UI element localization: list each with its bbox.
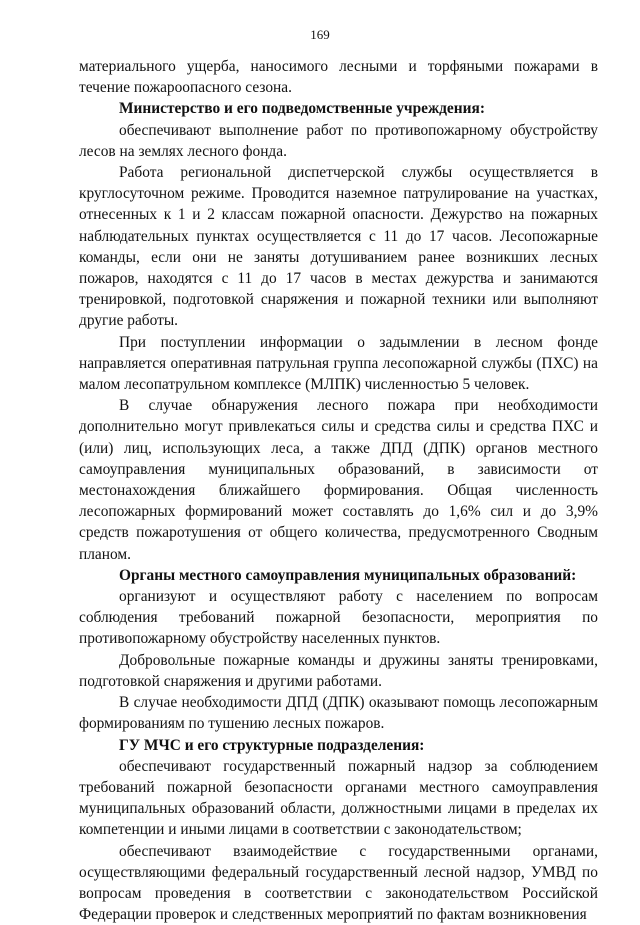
paragraph: Добровольные пожарные команды и дружины заняты тренировками, подготовкой снаряжения и другими работами. [79,651,598,690]
page-number: 169 [310,27,330,42]
paragraph: При поступлении информации о задымлении в лесном фонде направляется оперативная патрульная группа лесопожарной службы (ПХС) на малом лесопатрульном комплексе (МЛПК) численностью 5 человек. [79,333,598,394]
section-heading-local-government: Органы местного самоуправления муниципальных образований: [119,566,577,584]
section-heading-mchs: ГУ МЧС и его структурные подразделения: [119,736,425,754]
paragraph: В случае обнаружения лесного пожара при необходимости дополнительно могут привлекаться силы и средства силы и средства ПХС и (или) лиц, использующих леса, а также ДПД (ДПК) органов местного самоуправления муниципальных образований, в зависимости от местонахождения ближайшего формирования. Общая численность лесопожарных формирований может составлять до 1,6% сил и до 3,9% средств пожаротушения от общего количества, предусмотренного Сводным планом. [79,397,598,563]
paragraph: организуют и осуществляют работу с населением по вопросам соблюдения требований пожарной безопасности, мероприятия по противопожарному обустройству населенных пунктов. [79,588,598,648]
paragraph: обеспечивают государственный пожарный надзор за соблюдением требований пожарной безопасности органами местного самоуправления муниципальных образований области, должностными лицами в пределах их компетенции и иными лицами в соответствии с законодательством; [79,757,598,839]
paragraph: обеспечивают взаимодействие с государственными органами, осуществляющими федеральный государственный лесной надзор, УМВД по вопросам проведения в соответствии с законодательством Российской Федерации проверок и следственных мероприятий по фактам возникновения [79,842,598,924]
paragraph: обеспечивают выполнение работ по противопожарному обустройству лесов на землях лесного фонда. [79,121,598,160]
paragraph: Работа региональной диспетчерской службы осуществляется в круглосуточном режиме. Проводится наземное патрулирование на участках, отнесенных к 1 и 2 классам пожарной опасности. Дежурство на пожарных наблюдательных пунктах осуществляется с 11 до 17 часов. Лесопожарные команды, если они не заняты дотушиванием ранее возникших лесных пожаров, находятся с 11 до 17 часов в местах дежурства и занимаются тренировкой, подготовкой снаряжения и пожарной техники или выполняют другие работы. [79,164,598,330]
paragraph: В случае необходимости ДПД (ДПК) оказывают помощь лесопожарным формированиям по тушению лесных пожаров. [79,694,598,733]
document-body [79,56,598,925]
paragraph-continuation: материального ущерба, наносимого лесными и торфяными пожарами в течение пожароопасного сезона. [79,58,598,97]
section-heading-ministry: Министерство и его подведомственные учреждения: [119,100,485,118]
